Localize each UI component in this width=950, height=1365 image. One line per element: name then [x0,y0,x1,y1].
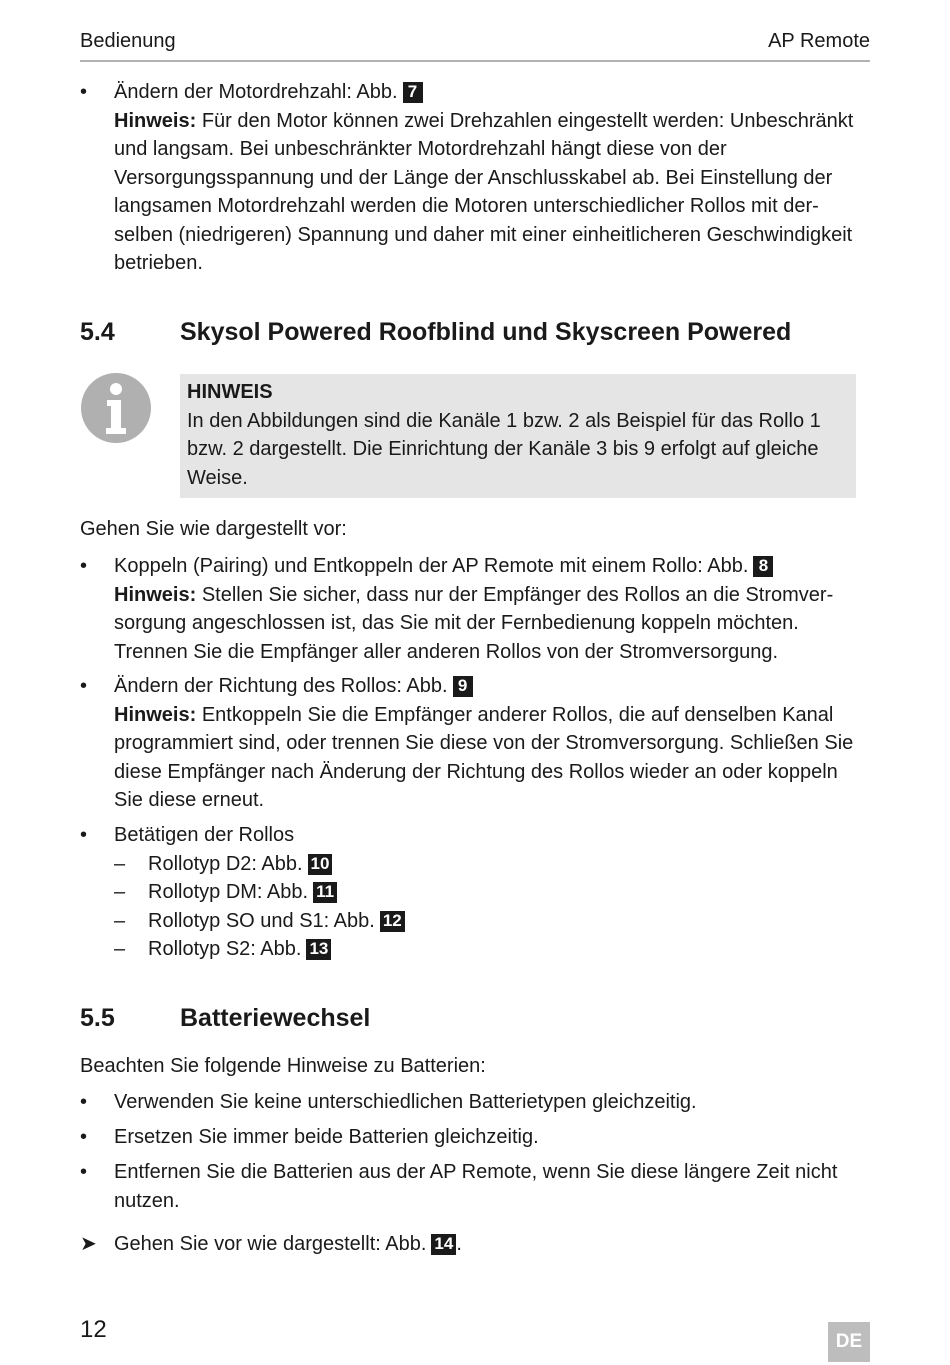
sub-item-text: Rollotyp DM: Abb. [148,881,309,903]
sub-list-item [114,850,870,879]
arrow-icon: ➤ [80,1233,97,1255]
note-title: HINWEIS [187,381,273,403]
bullet-glyph: • [80,81,88,103]
action-text: Gehen Sie vor wie dargestellt: Abb. [114,1233,427,1255]
sub-list-item [114,907,870,936]
list-item [80,672,870,815]
dash-glyph: – [114,881,126,903]
list-item [80,552,870,666]
figure-ref: 9 [453,676,473,697]
bullet-text: Entfernen Sie die Batterien aus der AP Remote, wenn Sie diese längere Zeit nicht nutzen. [114,1161,838,1212]
bullet-glyph: • [80,1091,88,1113]
figure-ref: 7 [403,82,423,103]
bullet-glyph: • [80,675,88,697]
dash-glyph: – [114,938,126,960]
action-step [80,1230,870,1259]
figure-ref: 13 [306,939,331,960]
bullet-text: Koppeln (Pairing) und Entkoppeln der AP Remote mit einem Rollo: Abb. [114,555,749,577]
info-icon [80,372,152,444]
manual-page [80,0,870,1365]
hint-label: Hinweis: [114,583,197,606]
list-item [80,1123,870,1152]
figure-ref: 8 [753,556,773,577]
hint-text: Entkoppeln Sie die Empfänger anderer Rollos, die auf denselben Kanal programmiert sind, oder trennen Sie diese von der Stromversorgung. Schließen Sie diese Empfänger nach Änderung der Richtung des Rollos wieder an oder koppeln Sie diese erneut. [114,703,854,811]
bullet-glyph: • [80,555,88,577]
info-note [180,374,856,498]
bullet-text: Ersetzen Sie immer beide Batterien gleichzeitig. [114,1126,539,1148]
dash-glyph: – [114,909,126,932]
section-title: Skysol Powered Roofblind und Skyscreen Powered [180,318,792,346]
figure-ref: 12 [380,911,405,932]
figure-ref: 11 [313,882,337,903]
sub-item-text: Rollotyp SO und S1: Abb. [148,909,375,932]
header-product: AP Remote [768,30,870,52]
sub-list-item [114,878,870,907]
bullet-text: Verwenden Sie keine unterschiedlichen Batterietypen gleichzeitig. [114,1091,697,1113]
list-item [80,1088,870,1117]
bullet-glyph: • [80,824,88,846]
sub-item-text: Rollotyp D2: Abb. [148,852,303,875]
section-lead: Beachten Sie folgende Hinweise zu Batterien: [80,1055,486,1077]
bullet-glyph: • [80,1161,88,1183]
hint-label: Hinweis: [114,703,197,726]
hint-label: Hinweis: [114,109,197,132]
list-item [80,1158,870,1215]
bullet-text: Ändern der Richtung des Rollos: Abb. [114,675,448,697]
page-header [80,30,870,62]
list-item [80,78,870,278]
dash-glyph: – [114,852,126,875]
action-end: . [456,1233,462,1255]
figure-ref: 14 [431,1234,456,1255]
section-number: 5.4 [80,318,115,346]
list-item [80,821,870,964]
language-badge: DE [828,1322,870,1362]
section-title: Batteriewechsel [180,1004,371,1032]
page-number: 12 [80,1316,107,1343]
sub-list-item [114,935,870,964]
section-lead: Gehen Sie wie dargestellt vor: [80,518,347,540]
header-chapter: Bedienung [80,30,176,52]
sub-item-text: Rollotyp S2: Abb. [148,938,302,960]
figure-ref: 10 [308,854,333,875]
bullet-text: Ändern der Motordrehzahl: Abb. [114,81,398,103]
hint-text: Für den Motor können zwei Drehzahlen eingestellt werden: Unbeschränkt und langsam. Bei unbeschränkter Motordrehzahl hängt diese von der Versorgungsspannung und der Länge der Anschlusskabel ab. Bei Einstellung der langsamen Motordrehzahl werden die Motoren unterschiedlicher Rollos mit derselben (niedrigeren) Spannung und daher mit einer einheitlicheren Geschwindigkeit betrieben. [114,109,854,274]
hint-text: Stellen Sie sicher, dass nur der Empfänger des Rollos an die Stromversorgung angeschlossen ist, das Sie mit der Fernbedienung koppeln möchten. Trennen Sie die Empfänger aller anderen Rollos von der Stromversorgung. [114,583,834,663]
bullet-glyph: • [80,1126,88,1148]
note-text: In den Abbildungen sind die Kanäle 1 bzw. 2 als Beispiel für das Rollo 1 bzw. 2 dargestellt. Die Einrichtung der Kanäle 3 bis 9 erfolgt auf gleiche Weise. [187,409,821,489]
bullet-text: Betätigen der Rollos [114,824,295,846]
section-number: 5.5 [80,1004,115,1032]
